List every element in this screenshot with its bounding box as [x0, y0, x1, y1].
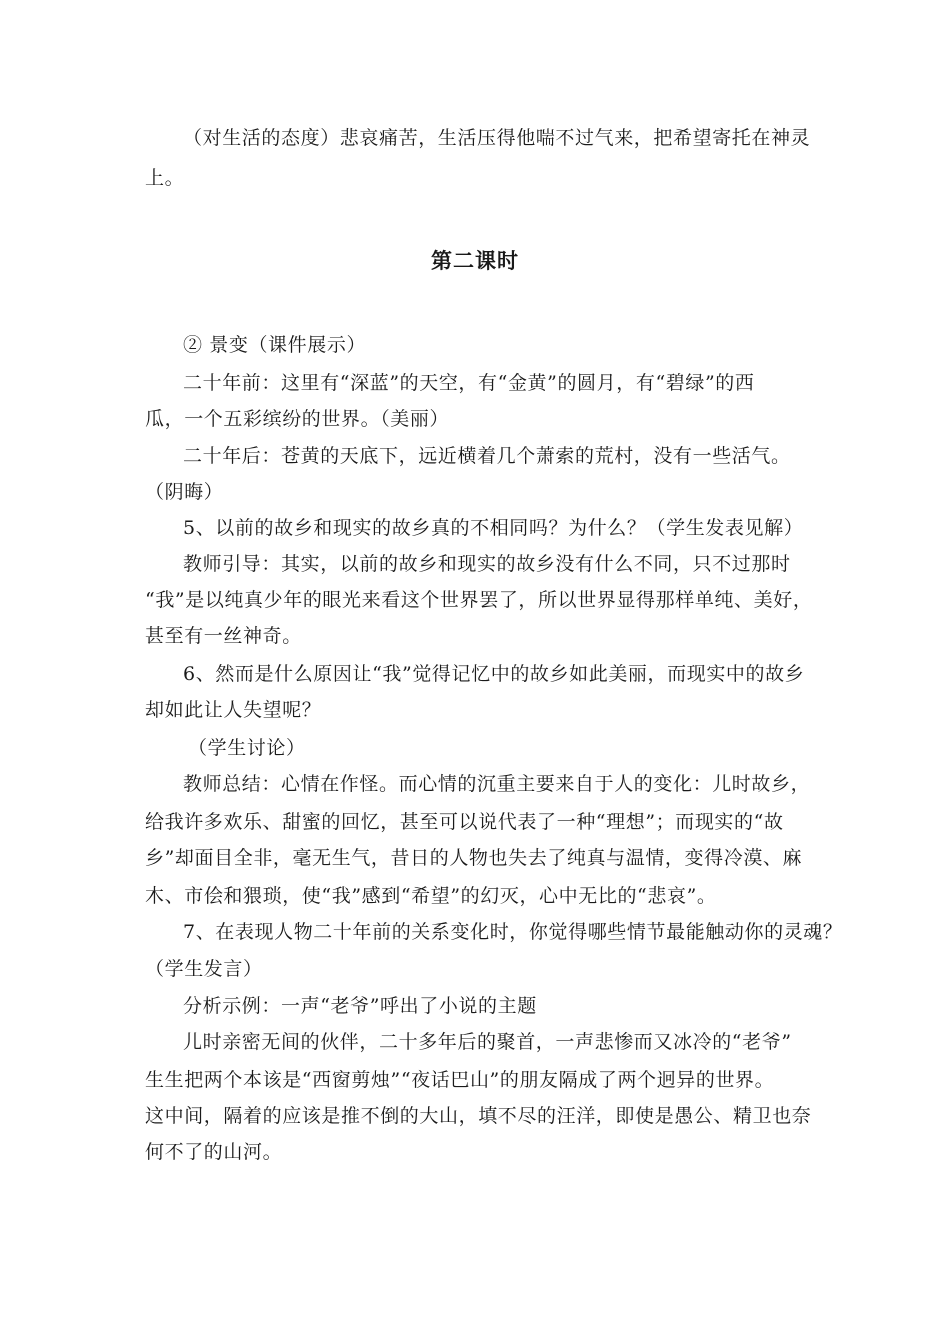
- text-line: 何不了的山河。: [145, 1141, 283, 1163]
- text-line: 二十年后：苍黄的天底下，远近横着几个萧索的荒村，没有一些活气。: [183, 445, 791, 467]
- text-line: 教师总结：心情在作怪。而心情的沉重主要来自于人的变化：儿时故乡，: [183, 773, 811, 795]
- text-line: 却如此让人失望呢？: [145, 699, 322, 721]
- text-line: 7、在表现人物二十年前的关系变化时，你觉得哪些情节最能触动你的灵魂？: [183, 921, 843, 943]
- text-line: 儿时亲密无间的伙伴，二十多年后的聚首，一声悲惨而又冰冷的“老爷”: [183, 1031, 792, 1053]
- text-line: 甚至有一丝神奇。: [145, 625, 302, 647]
- text-line: （学生发言）: [145, 958, 263, 980]
- text-line: 6、然而是什么原因让“我”觉得记忆中的故乡如此美丽，而现实中的故乡: [183, 663, 805, 685]
- text-line: 5、以前的故乡和现实的故乡真的不相同吗？为什么？（学生发表见解）: [183, 517, 804, 539]
- text-line: （阴晦）: [145, 481, 224, 503]
- section-title: 第二课时: [431, 249, 519, 273]
- text-line: 乡”却面目全非，毫无生气，昔日的人物也失去了纯真与温情，变得冷漠、麻: [145, 847, 803, 869]
- intro-paragraph-line-1: （对生活的态度）悲哀痛苦，生活压得他喘不过气来，把希望寄托在神灵: [183, 127, 811, 149]
- text-line: 教师引导：其实，以前的故乡和现实的故乡没有什么不同，只不过那时: [183, 553, 791, 575]
- text-line: 木、市侩和猥琐，使“我”感到“希望”的幻灭，心中无比的“悲哀”。: [145, 885, 717, 907]
- text-line: 给我许多欢乐、甜蜜的回忆，甚至可以说代表了一种“理想”；而现实的“故: [145, 811, 784, 833]
- text-line: 这中间，隔着的应该是推不倒的大山，填不尽的汪洋，即使是愚公、精卫也奈: [145, 1105, 812, 1127]
- text-line: 二十年前：这里有“深蓝”的天空，有“金黄”的圆月，有“碧绿”的西: [183, 372, 755, 394]
- text-line: 分析示例：一声“老爷”呼出了小说的主题: [183, 995, 537, 1017]
- text-line: ② 景变（课件展示）: [183, 334, 367, 356]
- text-line: 瓜，一个五彩缤纷的世界。（美丽）: [145, 408, 450, 430]
- intro-paragraph-line-2: 上。: [145, 167, 185, 189]
- text-line: “我”是以纯真少年的眼光来看这个世界罢了，所以世界显得那样单纯、美好，: [145, 589, 813, 611]
- text-line: （学生讨论）: [188, 737, 306, 759]
- text-line: 生生把两个本该是“西窗剪烛”“夜话巴山”的朋友隔成了两个迥异的世界。: [145, 1069, 775, 1091]
